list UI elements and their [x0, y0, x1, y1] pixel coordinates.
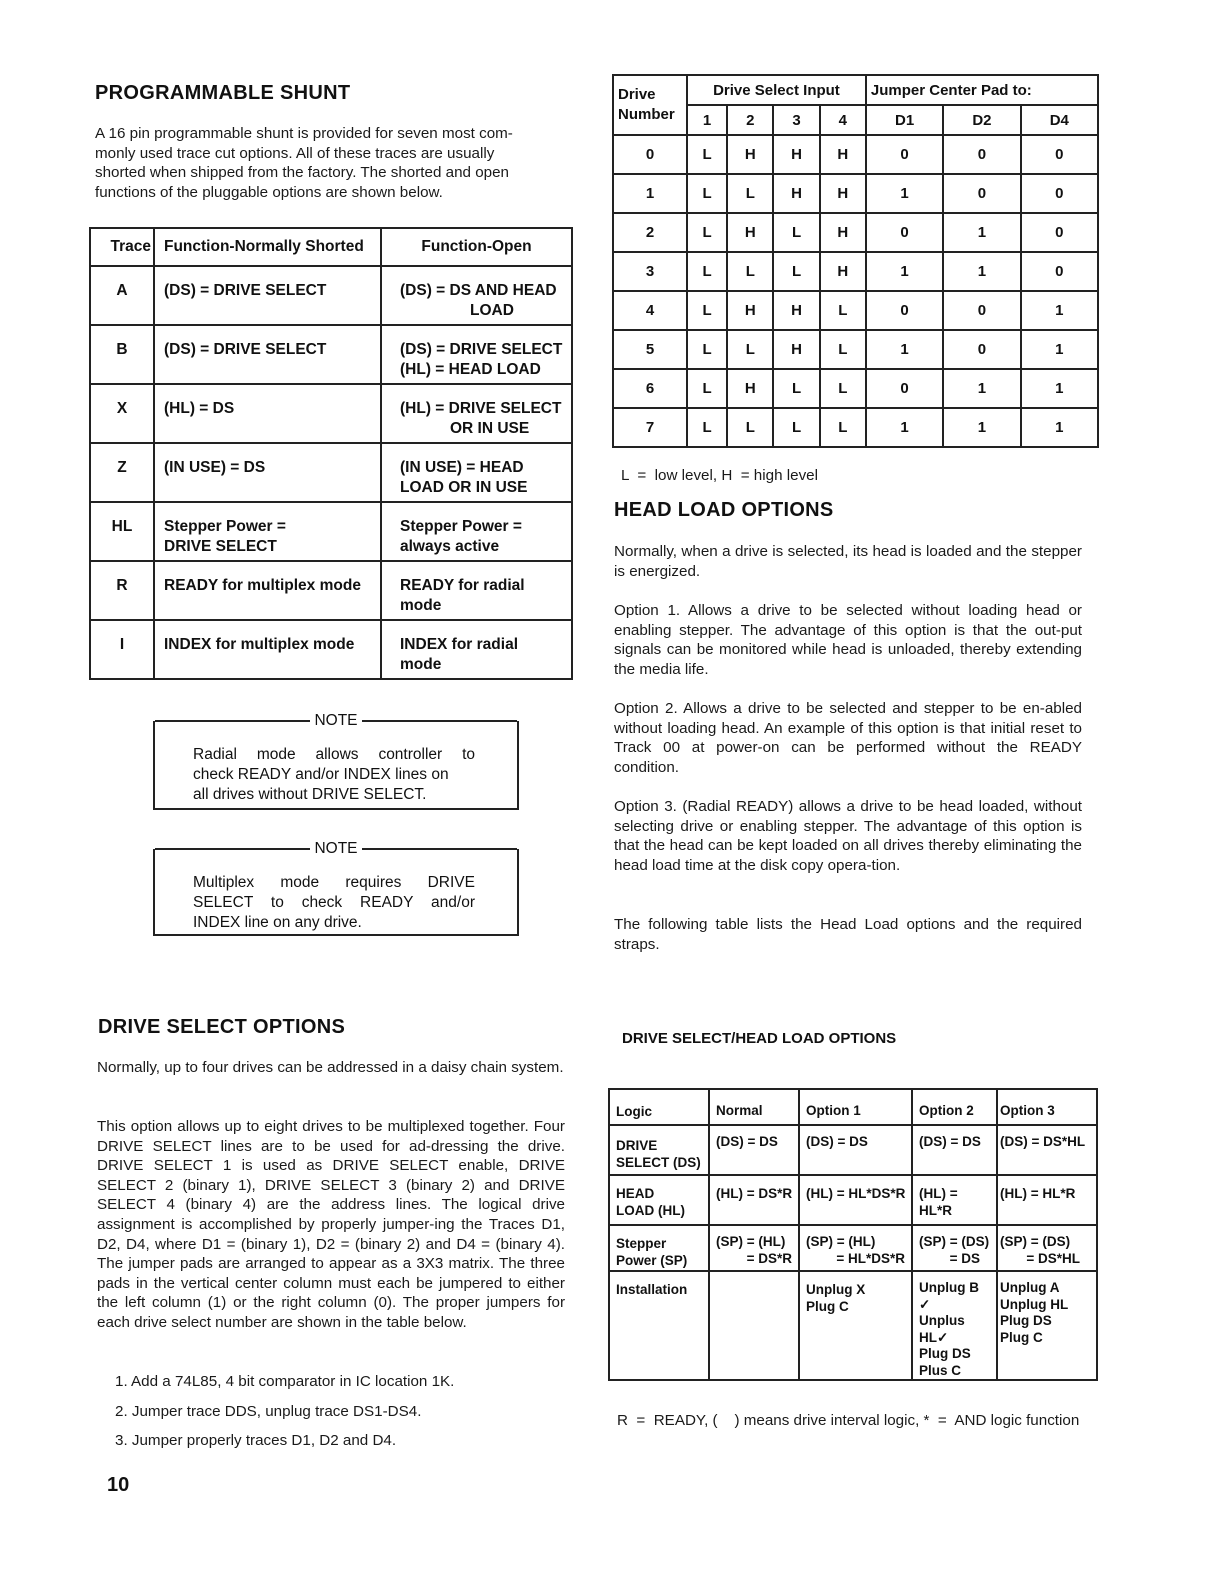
option3-cell: (DS) = DS*HL [997, 1125, 1097, 1175]
drive-select-section-title: DRIVE SELECT OPTIONS [98, 1016, 346, 1038]
option3-cell: (SP) = (DS) = DS*HL [997, 1225, 1097, 1271]
subheader: 2 [727, 105, 773, 135]
open-cell: (DS) = DS AND HEAD LOAD [381, 266, 572, 325]
head-load-option3: Option 3. (Radial READY) allows a drive to be head loaded, without selecting drive or enabling stepper. The advantage of this option is that the head can be kept loaded on all drives thereby eliminating the head load time at the disk copy opera-tion. [614, 798, 1082, 874]
table-row [609, 1125, 1097, 1175]
drive-select-head-load-options-table [608, 1088, 1098, 1381]
level-legend: L = low level, H = high level [621, 467, 818, 484]
subheader: D1 [866, 105, 943, 135]
head-load-option2: Option 2. Allows a drive to be selected and stepper to be en-abled without loading head. An example of this option is that initial reset to Track 00 at power-on can be performed without the READY condition. [614, 700, 1082, 776]
page-number: 10 [107, 1474, 130, 1496]
option1-cell: (HL) = HL*DS*R [799, 1175, 912, 1225]
shorted-cell: (IN USE) = DS [154, 443, 381, 502]
trace-cell: HL [90, 502, 154, 561]
shorted-cell: (HL) = DS [154, 384, 381, 443]
table-row: 2 L H L H 0 1 0 [613, 213, 1098, 252]
shorted-cell: (DS) = DRIVE SELECT [154, 266, 381, 325]
table-row [90, 443, 572, 502]
open-cell: Stepper Power = always active [381, 502, 572, 561]
header-option2: Option 2 [912, 1089, 997, 1125]
intro-line: monly used trace cut options. All of these traces are usually [95, 144, 495, 162]
drive-select-para1: Normally, up to four drives can be addressed in a daisy chain system. [97, 1059, 564, 1076]
trace-cell: A [90, 266, 154, 325]
header-normal: Normal [709, 1089, 799, 1125]
step-item: 1. Add a 74L85, 4 bit comparator in IC location 1K. [115, 1373, 455, 1390]
trace-cell: X [90, 384, 154, 443]
table-row [90, 266, 572, 325]
option2-cell: (SP) = (DS) = DS [912, 1225, 997, 1271]
table-row: 5 L L H L 1 0 1 [613, 330, 1098, 369]
options-table-title: DRIVE SELECT/HEAD LOAD OPTIONS [622, 1030, 897, 1047]
shunt-section-title: PROGRAMMABLE SHUNT [95, 82, 351, 104]
table-header-row [90, 228, 572, 266]
trace-cell: R [90, 561, 154, 620]
subheader: 3 [773, 105, 819, 135]
trace-function-table [89, 227, 573, 680]
intro-line: functions of the pluggable options are shown below. [95, 183, 443, 201]
table-header-row [609, 1089, 1097, 1125]
table-row [90, 325, 572, 384]
options-footnote: R = READY, ( ) means drive interval logic, * = AND logic function [617, 1412, 1080, 1429]
table-header-row [613, 75, 1098, 105]
head-load-option1: Option 1. Allows a drive to be selected without loading head or enabling stepper. The advantage of this option is that the out-put signals can be monitored while head is unloaded, thereby extending the media life. [614, 602, 1082, 678]
option3-cell: Unplug A Unplug HL Plug DS Plug C [997, 1271, 1097, 1380]
trace-cell: Z [90, 443, 154, 502]
table-row [90, 502, 572, 561]
shorted-cell: INDEX for multiplex mode [154, 620, 381, 679]
head-load-para1: Normally, when a drive is selected, its head is loaded and the stepper is energized. [614, 543, 1082, 580]
option2-cell: (HL) = HL*R [912, 1175, 997, 1225]
open-cell: READY for radial mode [381, 561, 572, 620]
logic-cell: DRIVE SELECT (DS) [609, 1125, 709, 1175]
table-row [609, 1271, 1097, 1380]
note-box-radial [153, 712, 519, 810]
subheader: 1 [687, 105, 727, 135]
table-row [609, 1175, 1097, 1225]
subheader: D2 [943, 105, 1020, 135]
header-trace: Trace [90, 228, 154, 266]
note-label: NOTE [310, 712, 361, 730]
shorted-cell: READY for multiplex mode [154, 561, 381, 620]
trace-cell: I [90, 620, 154, 679]
normal-cell [709, 1271, 799, 1380]
subheader: 4 [820, 105, 866, 135]
table-row: 4 L H H L 0 0 1 [613, 291, 1098, 330]
note-text: Multiplex mode requires DRIVE SELECT to check READY and/or INDEX line on any drive. [193, 874, 475, 931]
open-cell: (IN USE) = HEAD LOAD OR IN USE [381, 443, 572, 502]
note-header [155, 712, 517, 730]
drive-select-para2: This option allows up to eight drives to be multiplexed together. Four DRIVE SELECT lines are to be used for ad-dressing the drive. DRIVE SELECT 1 is used as DRIVE SELECT enable, DRIVE SELECT 2 (binary 1), DRIVE SELECT 3 (binary 2) and DRIVE SELECT 4 (binary 4) are the address lines. The logical drive assignment is accomplished by properly jumper-ing the Traces D1, D2, D4, where D1 = (binary 1), D2 = (binary 2) and D4 = (binary 4). The jumper pads are arranged to appear as a 3X3 matrix. The three pads in the vertical center column must each be jumpered to either the left column (1) or the right column (0). The proper jumpers for each drive select number are shown in the table below. [97, 1118, 565, 1331]
note-text: Radial mode allows controller to check READY and/or INDEX lines on all drives without DRIVE SELECT. [193, 746, 475, 803]
note-header [155, 840, 517, 858]
option1-cell: Unplug X Plug C [799, 1271, 912, 1380]
header-option3: Option 3 [997, 1089, 1097, 1125]
intro-line: shorted when shipped from the factory. The shorted and open [95, 164, 509, 182]
open-cell: (HL) = DRIVE SELECT OR IN USE [381, 384, 572, 443]
normal-cell: (HL) = DS*R [709, 1175, 799, 1225]
normal-cell: (DS) = DS [709, 1125, 799, 1175]
option2-cell: Unplug B ✓ Unplus HL✓ Plug DS Plus C [912, 1271, 997, 1380]
open-cell: (DS) = DRIVE SELECT (HL) = HEAD LOAD [381, 325, 572, 384]
table-row: 3 L L L H 1 1 0 [613, 252, 1098, 291]
drive-select-jumper-table [612, 74, 1099, 448]
header-logic: Logic [609, 1089, 709, 1125]
header-shorted: Function-Normally Shorted [154, 228, 381, 266]
table-row: 7 L L L L 1 1 1 [613, 408, 1098, 447]
table-row: 6 L H L L 0 1 1 [613, 369, 1098, 408]
shunt-intro [95, 124, 565, 202]
normal-cell: (SP) = (HL) = DS*R [709, 1225, 799, 1271]
logic-cell: Stepper Power (SP) [609, 1225, 709, 1271]
table-row: 1 L L H H 1 0 0 [613, 174, 1098, 213]
logic-cell: HEAD LOAD (HL) [609, 1175, 709, 1225]
option2-cell: (DS) = DS [912, 1125, 997, 1175]
table-row [609, 1225, 1097, 1271]
option1-cell: (DS) = DS [799, 1125, 912, 1175]
subheader: D4 [1021, 105, 1098, 135]
header-jumper-center-pad: Jumper Center Pad to: [866, 75, 1098, 105]
open-cell: INDEX for radial mode [381, 620, 572, 679]
note-box-multiplex [153, 840, 519, 936]
shorted-cell: Stepper Power = DRIVE SELECT [154, 502, 381, 561]
header-open: Function-Open [381, 228, 572, 266]
table-row [90, 384, 572, 443]
head-load-section-title: HEAD LOAD OPTIONS [614, 499, 834, 521]
table-row [90, 620, 572, 679]
intro-line: A 16 pin programmable shunt is provided for seven most com- [95, 125, 513, 142]
logic-cell: Installation [609, 1271, 709, 1380]
header-drive-select-input: Drive Select Input [687, 75, 866, 105]
step-item: 3. Jumper properly traces D1, D2 and D4. [115, 1432, 397, 1450]
header-drive-number: Drive Number [613, 75, 687, 135]
trace-cell: B [90, 325, 154, 384]
drive-select-steps [115, 1372, 565, 1451]
header-option1: Option 1 [799, 1089, 912, 1125]
table-row [90, 561, 572, 620]
shorted-cell: (DS) = DRIVE SELECT [154, 325, 381, 384]
option3-cell: (HL) = HL*R [997, 1175, 1097, 1225]
note-label: NOTE [310, 840, 361, 858]
step-item: 2. Jumper trace DDS, unplug trace DS1-DS4. [115, 1402, 422, 1420]
head-load-following: The following table lists the Head Load options and the required straps. [614, 916, 1082, 953]
table-row: 0 L H H H 0 0 0 [613, 135, 1098, 174]
option1-cell: (SP) = (HL) = HL*DS*R [799, 1225, 912, 1271]
